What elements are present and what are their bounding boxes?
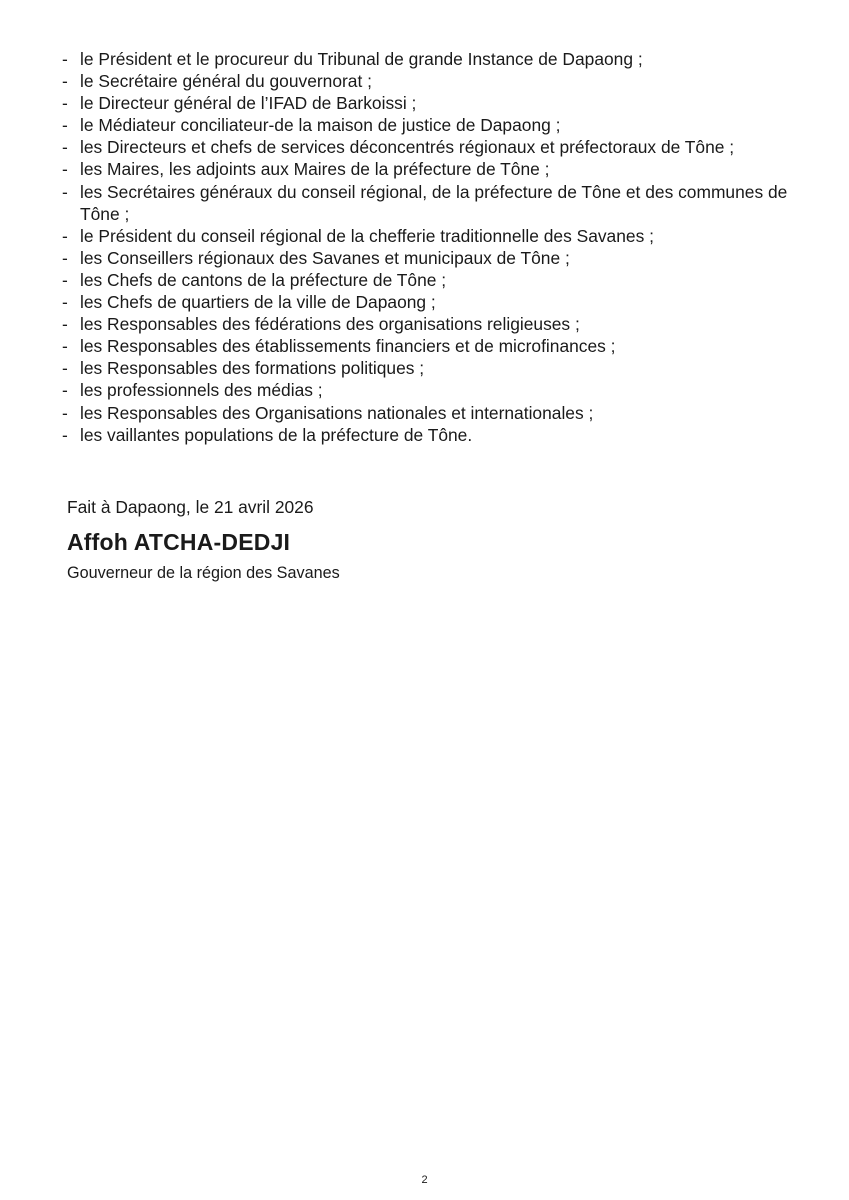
list-dash-marker: - xyxy=(62,137,68,158)
recipient-item xyxy=(62,424,802,446)
list-dash-marker: - xyxy=(62,225,68,246)
recipient-text: les Responsables des fédérations des organisations religieuses ; xyxy=(80,314,580,335)
list-dash-marker: - xyxy=(62,380,68,401)
list-dash-marker: - xyxy=(62,424,68,445)
recipient-item xyxy=(62,136,802,158)
recipient-item xyxy=(62,402,802,424)
list-dash-marker: - xyxy=(62,314,68,335)
recipient-text: les Responsables des établissements financiers et de microfinances ; xyxy=(80,336,616,357)
list-dash-marker: - xyxy=(62,402,68,423)
recipient-item xyxy=(62,379,802,401)
recipient-item xyxy=(62,357,802,379)
list-dash-marker: - xyxy=(62,93,68,114)
recipient-text: les professionnels des médias ; xyxy=(80,380,323,401)
recipient-text: les Maires, les adjoints aux Maires de la préfecture de Tône ; xyxy=(80,159,550,180)
recipient-list xyxy=(62,48,802,446)
list-dash-marker: - xyxy=(62,159,68,180)
list-dash-marker: - xyxy=(62,71,68,92)
recipient-item xyxy=(62,92,802,114)
recipient-text: le Secrétaire général du gouvernorat ; xyxy=(80,71,372,92)
list-dash-marker: - xyxy=(62,269,68,290)
recipient-item xyxy=(62,70,802,92)
recipient-text: le Président du conseil régional de la chefferie traditionnelle des Savanes ; xyxy=(80,225,654,246)
list-dash-marker: - xyxy=(62,358,68,379)
recipient-text: le Président et le procureur du Tribunal de grande Instance de Dapaong ; xyxy=(80,49,643,69)
list-dash-marker: - xyxy=(62,292,68,313)
recipient-text: les Responsables des formations politiques ; xyxy=(80,358,425,379)
recipient-text: le Directeur général de l’IFAD de Barkoissi ; xyxy=(80,93,417,114)
recipient-item xyxy=(62,291,802,313)
place-and-date: Fait à Dapaong, le 21 avril 2026 xyxy=(67,497,314,517)
signatory-title: Gouverneur de la région des Savanes xyxy=(67,564,340,582)
list-dash-marker: - xyxy=(62,336,68,357)
recipient-item xyxy=(62,269,802,291)
recipient-item xyxy=(62,158,802,180)
recipient-text: les Conseillers régionaux des Savanes et municipaux de Tône ; xyxy=(80,247,570,268)
recipient-item xyxy=(62,225,802,247)
recipient-item xyxy=(62,335,802,357)
list-dash-marker: - xyxy=(62,247,68,268)
list-dash-marker: - xyxy=(62,49,68,69)
recipient-item xyxy=(62,181,802,225)
recipient-text: les vaillantes populations de la préfecture de Tône. xyxy=(80,424,473,445)
signatory-name: Affoh ATCHA-DEDJI xyxy=(67,529,291,555)
page-number: 2 xyxy=(421,1174,428,1186)
recipient-text: les Chefs de cantons de la préfecture de Tône ; xyxy=(80,269,447,290)
recipient-text: le Médiateur conciliateur-de la maison de justice de Dapaong ; xyxy=(80,115,561,136)
recipient-text: les Chefs de quartiers de la ville de Dapaong ; xyxy=(80,292,436,313)
list-dash-marker: - xyxy=(62,115,68,136)
recipient-item xyxy=(62,313,802,335)
recipient-text: les Responsables des Organisations nationales et internationales ; xyxy=(80,402,594,423)
recipient-item xyxy=(62,114,802,136)
recipient-item xyxy=(62,48,802,70)
recipient-text: les Secrétaires généraux du conseil régional, de la préfecture de Tône et des communes de Tône ; xyxy=(80,181,788,224)
list-dash-marker: - xyxy=(62,181,68,202)
recipient-item xyxy=(62,247,802,269)
recipient-text: les Directeurs et chefs de services déconcentrés régionaux et préfectoraux de Tône ; xyxy=(80,137,735,158)
